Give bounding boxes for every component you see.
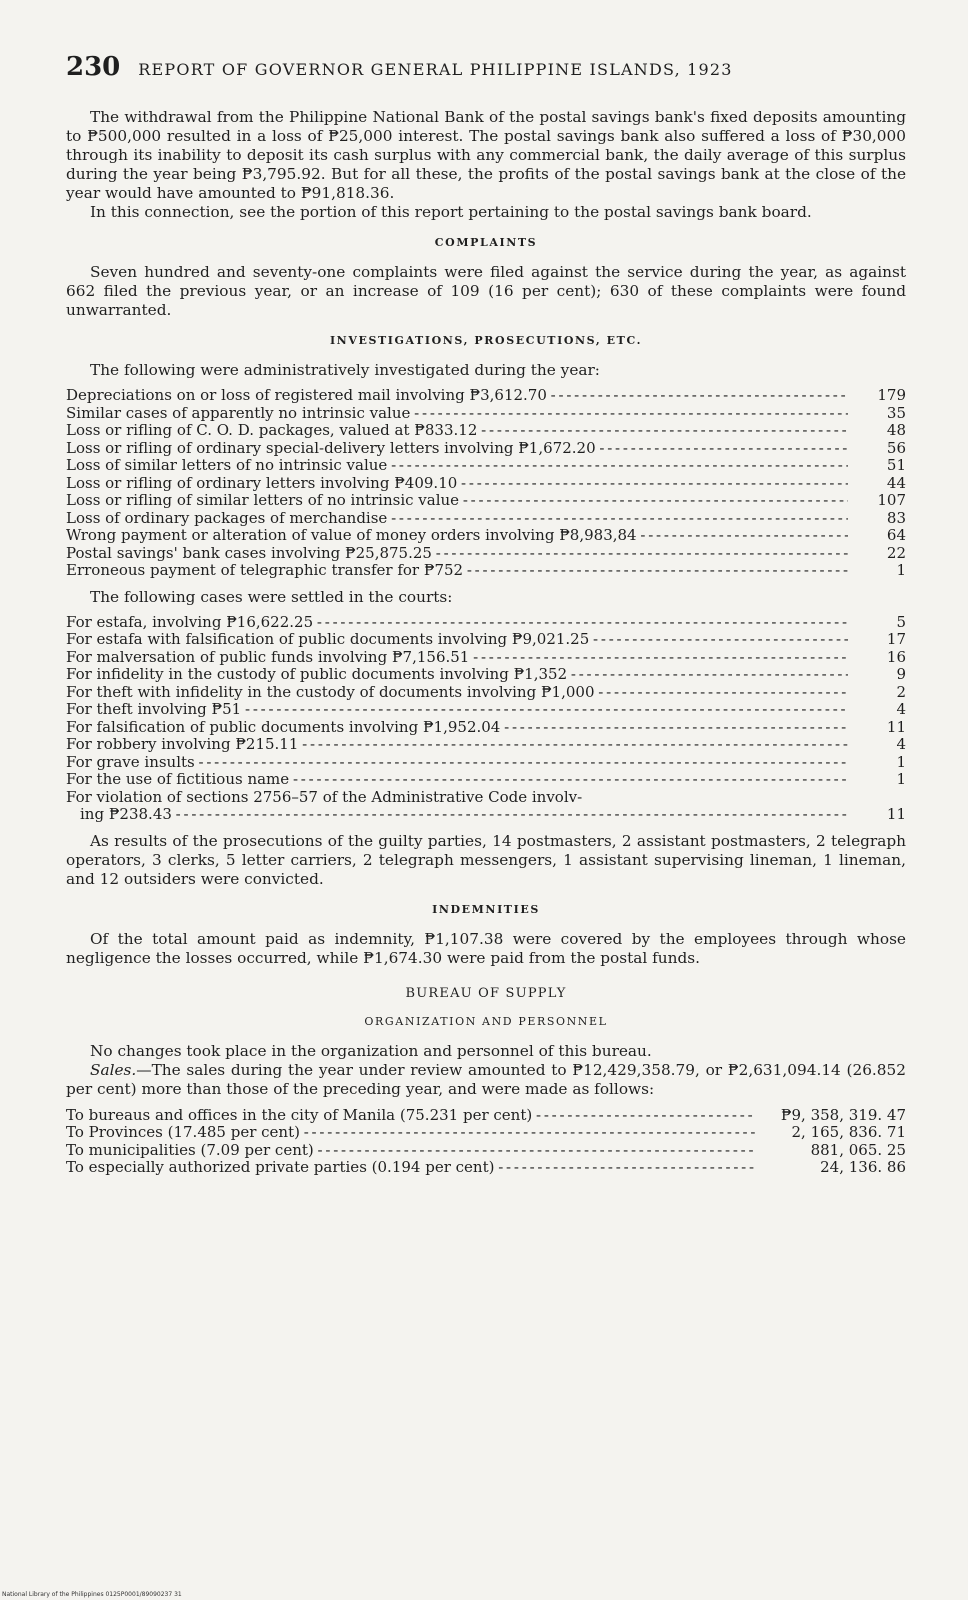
sales-list [66,1107,906,1177]
list-item: For theft involving ₱51 - - - 4 [66,701,906,719]
paragraph-withdrawal: The withdrawal from the Philippine National Bank of the postal savings bank's fixed deposits amounting to ₱500,000 resulted in a loss of ₱25,000 interest. The postal savings bank also suffered a loss of ₱30,000 through its inability to deposit its cash surplus with any commercial bank, the daily average of this surplus during the year being ₱3,795.92. But for all these, the profits of the postal savings bank at the close of the year would have amounted to ₱91,818.36. [66,108,906,202]
list-item: Wrong payment or alteration of value of money orders involving ₱8,983,84 - - - 64 [66,527,906,545]
list-item: For the use of fictitious name - - - 1 [66,771,906,789]
list-item: To bureaus and offices in the city of Manila (75.231 per cent) - - - ₱9, 358, 319. 47 [66,1107,906,1125]
paragraph-connection: In this connection, see the portion of this report pertaining to the postal savings bank board. [90,203,812,221]
sales-label: Sales. [90,1060,137,1079]
heading-organization: ORGANIZATION AND PERSONNEL [364,1014,608,1028]
list-item: To Provinces (17.485 per cent) - - - 2, 165, 836. 71 [66,1124,906,1142]
scan-footer: National Library of the Philippines 0125P0001/89090237 31 [2,1591,182,1598]
list-item: Loss or rifling of ordinary special-delivery letters involving ₱1,672.20 - - - 56 [66,440,906,458]
list-item: For theft with infidelity in the custody of documents involving ₱1,000 - - - 2 [66,684,906,702]
list-item: Loss or rifling of C. O. D. packages, valued at ₱833.12 - - - 48 [66,422,906,440]
paragraph-results: As results of the prosecutions of the guilty parties, 14 postmasters, 2 assistant postmasters, 2 telegraph operators, 3 clerks, 5 letter carriers, 2 telegraph messengers, 1 assistant supervising lineman, 1 lineman, and 12 outsiders were convicted. [66,831,906,888]
investigations-list [66,387,906,580]
list-item: For infidelity in the custody of public documents involving ₱1,352 - - - 9 [66,666,906,684]
list-item: Loss of similar letters of no intrinsic value - - - 51 [66,457,906,475]
courts-intro: The following cases were settled in the courts: [90,587,453,606]
list-item: Loss or rifling of ordinary letters involving ₱409.10 - - - 44 [66,475,906,493]
list-item: Similar cases of apparently no intrinsic value - - - 35 [66,405,906,423]
paragraph-no-changes: No changes took place in the organization and personnel of this bureau. [90,1041,652,1060]
list-item: To especially authorized private parties (0.194 per cent) - - - 24, 136. 86 [66,1159,906,1177]
list-item: Erroneous payment of telegraphic transfer for ₱752 - - - 1 [66,562,906,580]
paragraph-indemnities: Of the total amount paid as indemnity, ₱1,107.38 were covered by the employees through whose negligence the losses occurred, while ₱1,674.30 were paid from the postal funds. [66,929,906,967]
list-item: For violation of sections 2756–57 of the Administrative Code involv- [66,788,583,806]
courts-list [66,614,906,824]
list-item: Postal savings' bank cases involving ₱25,875.25 - - - 22 [66,545,906,563]
paragraph-complaints: Seven hundred and seventy-one complaints were filed against the service during the year, as against 662 filed the previous year, or an increase of 109 (16 per cent); 630 of these complaints were found unwarranted. [66,263,906,319]
investigations-intro: The following were administratively investigated during the year: [90,361,600,379]
heading-complaints: COMPLAINTS [434,236,538,249]
list-item: For estafa, involving ₱16,622.25 - - - 5 [66,614,906,632]
list-item: For robbery involving ₱215.11 - - - 4 [66,736,906,754]
list-item: For malversation of public funds involving ₱7,156.51 - - - 16 [66,649,906,667]
heading-bureau-of-supply: BUREAU OF SUPPLY [405,985,567,1001]
heading-indemnities: INDEMNITIES [432,902,540,916]
list-item: For falsification of public documents involving ₱1,952.04 - - - 11 [66,719,906,737]
running-title: REPORT OF GOVERNOR GENERAL PHILIPPINE ISLANDS, 1923 [138,60,733,79]
page-number: 230 [66,52,121,82]
paragraph-sales [66,1061,906,1099]
list-item: Depreciations on or loss of registered mail involving ₱3,612.70 - - - 179 [66,387,906,405]
sales-text: —The sales during the year under review amounted to ₱12,429,358.79, or ₱2,631,094.14 (26.852 per cent) more than those of the preceding year, and were made as follows: [66,1060,906,1098]
page-header [66,52,906,82]
list-item: ing ₱238.43 - - - 11 [66,806,906,824]
document-page [66,52,906,1177]
list-item: For grave insults - - - 1 [66,754,906,772]
list-item: To municipalities (7.09 per cent) - - - 881, 065. 25 [66,1142,906,1160]
list-item: Loss or rifling of similar letters of no intrinsic value - - - 107 [66,492,906,510]
list-item: Loss of ordinary packages of merchandise - - - 83 [66,510,906,528]
list-item: For estafa with falsification of public documents involving ₱9,021.25 - - - 17 [66,631,906,649]
heading-investigations: INVESTIGATIONS, PROSECUTIONS, ETC. [329,334,643,347]
